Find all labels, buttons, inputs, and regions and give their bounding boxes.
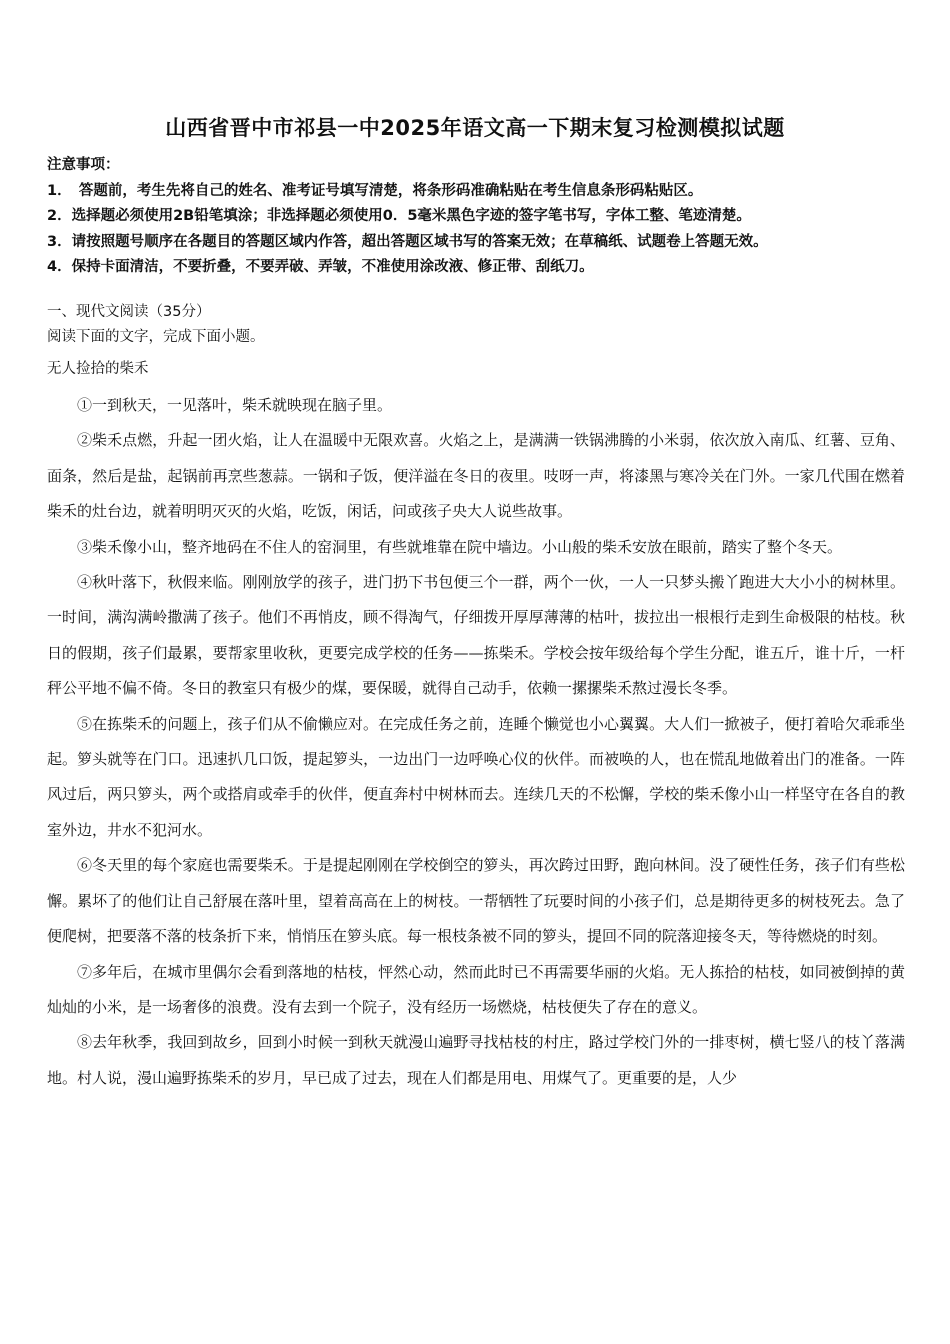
article-paragraph: ③柴禾像小山，整齐地码在不住人的窑洞里，有些就堆靠在院中墙边。小山般的柴禾安放在眼前，踏实了整个冬天。: [77, 537, 843, 556]
notice-heading: 注意事项：: [47, 157, 120, 173]
section-heading: 一、现代文阅读（35分）: [47, 304, 211, 320]
notice-item: 3．请按照题号顺序在各题目的答题区域内作答，超出答题区域书写的答案无效；在草稿纸、试题卷上答题无效。: [47, 233, 768, 250]
article-paragraph: ④秋叶落下，秋假来临。刚刚放学的孩子，进门扔下书包便三个一群，两个一伙，一人一只梦头搬丫跑进大大小小的树林里。一时间，满沟满岭撒满了孩子。他们不再悄皮，顾不得淘气，仔细拨开厚厚薄薄的枯叶，拔拉出一根根行走到生命极限的枯枝。秋日的假期，孩子们最累，要帮家里收秋，更要完成学校的任务——拣柴禾。学校会按年级给每个学生分配，谁五斤，谁十斤，一杆秤公平地不偏不倚。冬日的教室只有极少的煤，要保暖，就得自己动手，依赖一摞摞柴禾熬过漫长冬季。: [47, 573, 905, 698]
notice-item: 4．保持卡面清洁，不要折叠，不要弄破、弄皱，不准使用涂改液、修正带、刮纸刀。: [47, 259, 594, 275]
article-paragraph: ⑦多年后，在城市里偶尔会看到落地的枯枝，怦然心动，然而此时已不再需要华丽的火焰。无人拣拾的枯枝，如同被倒掉的黄灿灿的小米，是一场奢侈的浪费。没有去到一个院子，没有经历一场燃烧，枯枝便失了存在的意义。: [47, 962, 905, 1016]
article-paragraph: ⑥冬天里的每个家庭也需要柴禾。于是提起刚刚在学校倒空的箩头，再次跨过田野，跑向林间。没了硬性任务，孩子们有些松懈。累坏了的他们让自己舒展在落叶里，望着高高在上的树枝。一帮牺牲了玩要时间的小孩子们，总是期待更多的树枝死去。急了便爬树，把要落不落的枝条折下来，悄悄压在箩头底。每一根枝条被不同的箩头，提回不同的院落迎接冬天，等待燃烧的时刻。: [47, 856, 905, 946]
notice-item: 1． 答题前，考生先将自己的姓名、准考证号填写清楚，将条形码准确粘贴在考生信息条形码粘贴区。: [47, 182, 703, 199]
article-title: 无人捡拾的柴禾: [47, 361, 149, 377]
article-paragraph: ⑤在拣柴禾的问题上，孩子们从不偷懒应对。在完成任务之前，连睡个懒觉也小心翼翼。大人们一掀被子，便打着哈欠乖乖坐起。箩头就等在门口。迅速扒几口饭，提起箩头，一边出门一边呼唤心仪的伙伴。而被唤的人，也在慌乱地做着出门的准备。一阵风过后，两只箩头，两个或搭肩或牵手的伙伴，便直奔村中树林而去。连续几天的不松懈，学校的柴禾像小山一样坚守在各自的教室外边，井水不犯河水。: [47, 714, 905, 839]
reading-section: [47, 300, 917, 350]
article-paragraph: ①一到秋天，一见落叶，柴禾就映现在脑子里。: [77, 396, 393, 414]
section-instruction: 阅读下面的文字，完成下面小题。: [47, 329, 265, 345]
article-body: [47, 388, 905, 1096]
article-paragraph: ②柴禾点燃，升起一团火焰，让人在温暖中无限欢喜。火焰之上，是满满一铁锅沸腾的小米弱，依次放入南瓜、红薯、豆角、面条，然后是盐，起锅前再烹些葱蒜。一锅和子饭，便洋溢在冬日的夜里。吱呀一声，将漆黑与寒冷关在门外。一家几代围在燃着柴禾的灶台边，就着明明灭灭的火焰，吃饭，闲话，问或孩子央大人说些故事。: [47, 431, 905, 521]
notice-item: 2．选择题必须使用2B铅笔填涂；非选择题必须使用0．5毫米黑色字迹的签字笔书写，字体工整、笔迹清楚。: [47, 208, 751, 224]
article-paragraph: ⑧去年秋季，我回到故乡，回到小时候一到秋天就漫山遍野寻找枯枝的村庄，路过学校门外的一排枣树，横七竖八的枝丫落满地。村人说，漫山遍野拣柴禾的岁月，早已成了过去，现在人们都是用电、用煤气了。更重要的是，人少: [47, 1033, 905, 1087]
exam-title: 山西省晋中市祁县一中2025年语文高一下期末复习检测模拟试题: [165, 116, 785, 140]
notice-section: [47, 153, 917, 281]
